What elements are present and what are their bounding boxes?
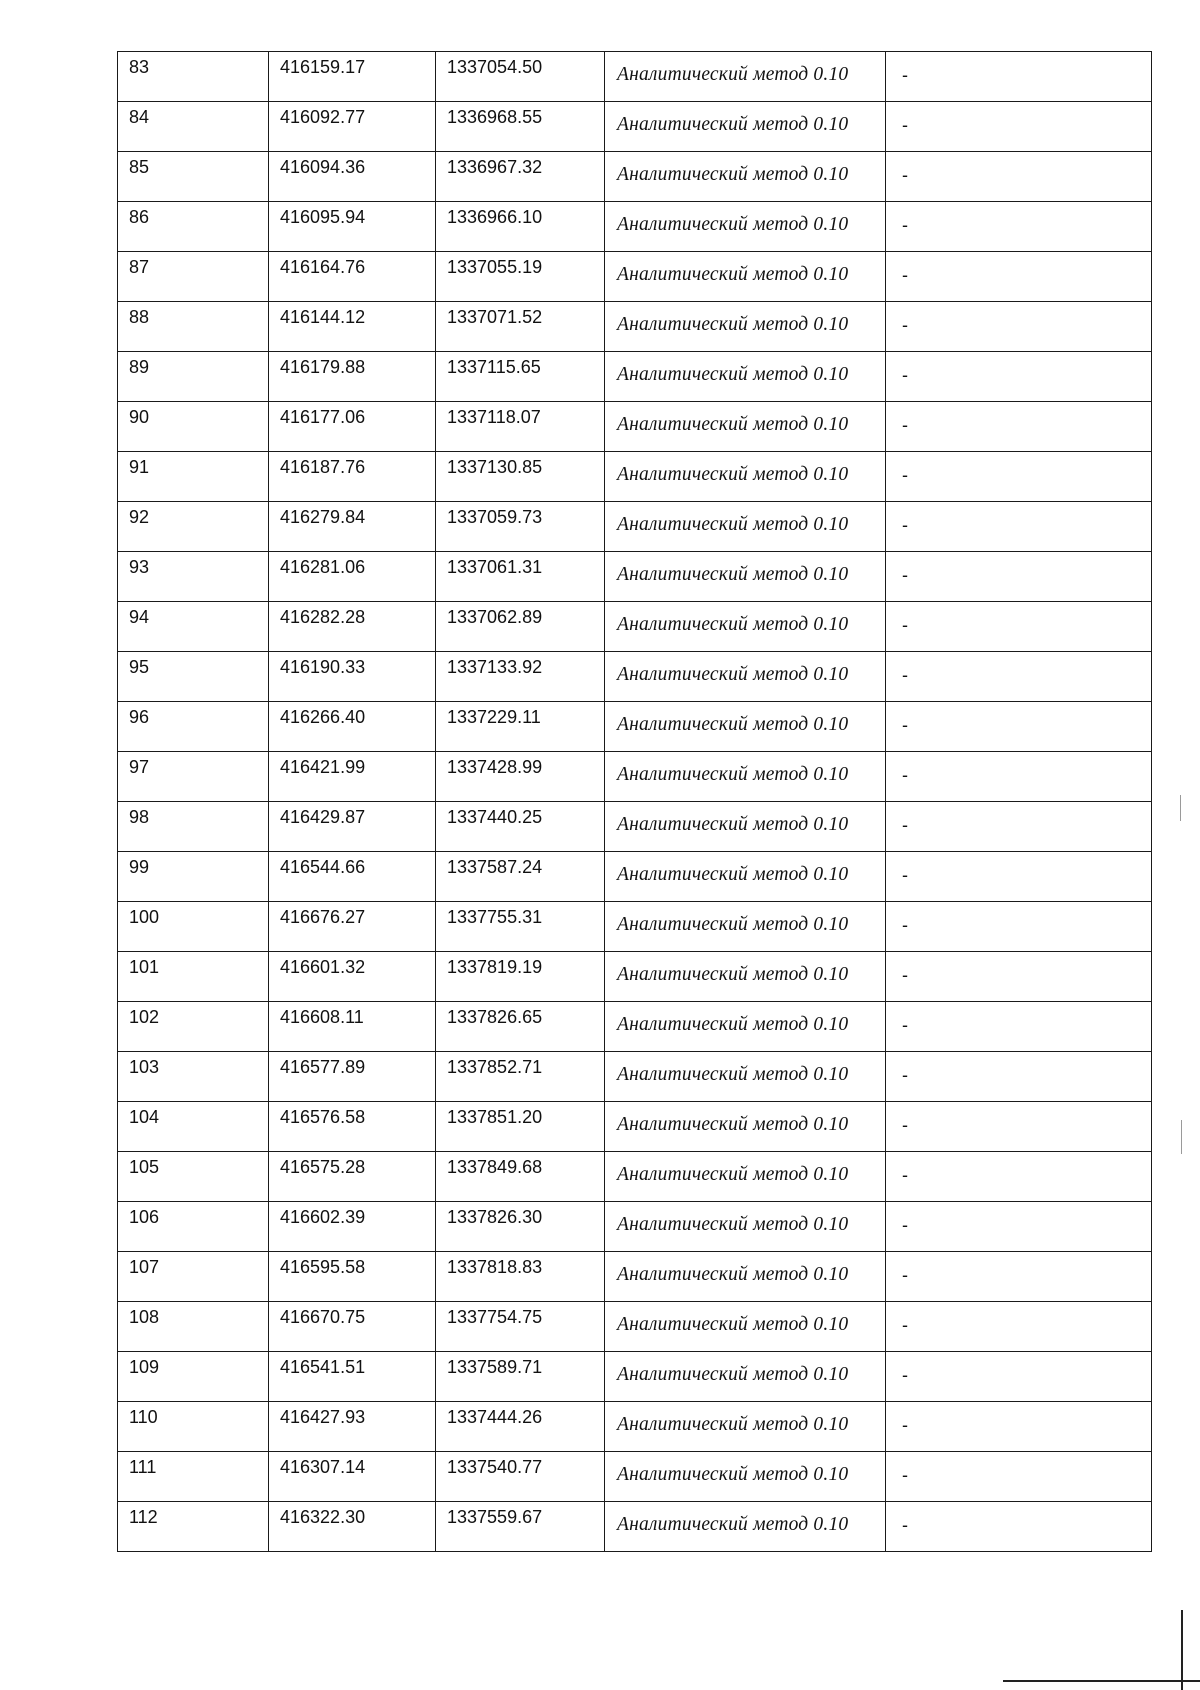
y-coordinate-cell: 1337849.68: [436, 1152, 605, 1202]
method-cell: Аналитический метод 0.10: [605, 1152, 886, 1202]
table-row: [118, 402, 1152, 452]
x-coordinate-cell: 416094.36: [269, 152, 436, 202]
method-cell: Аналитический метод 0.10: [605, 1502, 886, 1552]
y-coordinate-cell: 1337851.20: [436, 1102, 605, 1152]
y-coordinate-cell: 1337054.50: [436, 52, 605, 102]
x-coordinate-cell: 416164.76: [269, 252, 436, 302]
y-coordinate-cell: 1337133.92: [436, 652, 605, 702]
coordinates-table-body: [118, 52, 1152, 1552]
table-row: [118, 1202, 1152, 1252]
y-coordinate-cell: 1337061.31: [436, 552, 605, 602]
point-number-cell: 83: [118, 52, 269, 102]
point-number-cell: 90: [118, 402, 269, 452]
table-row: [118, 1502, 1152, 1552]
table-row: [118, 102, 1152, 152]
table-row: [118, 952, 1152, 1002]
point-number-cell: 89: [118, 352, 269, 402]
table-row: [118, 152, 1152, 202]
note-cell: -: [886, 702, 1152, 752]
method-cell: Аналитический метод 0.10: [605, 1452, 886, 1502]
point-number-cell: 99: [118, 852, 269, 902]
y-coordinate-cell: 1337444.26: [436, 1402, 605, 1452]
x-coordinate-cell: 416575.28: [269, 1152, 436, 1202]
y-coordinate-cell: 1337440.25: [436, 802, 605, 852]
note-cell: -: [886, 552, 1152, 602]
method-cell: Аналитический метод 0.10: [605, 552, 886, 602]
table-row: [118, 1002, 1152, 1052]
note-cell: -: [886, 652, 1152, 702]
table-row: [118, 1052, 1152, 1102]
note-cell: -: [886, 1102, 1152, 1152]
note-cell: -: [886, 102, 1152, 152]
point-number-cell: 108: [118, 1302, 269, 1352]
corner-vertical-line: [1181, 1610, 1183, 1690]
y-coordinate-cell: 1337540.77: [436, 1452, 605, 1502]
x-coordinate-cell: 416307.14: [269, 1452, 436, 1502]
method-cell: Аналитический метод 0.10: [605, 152, 886, 202]
table-row: [118, 52, 1152, 102]
coordinates-table: [117, 51, 1152, 1552]
table-row: [118, 552, 1152, 602]
x-coordinate-cell: 416322.30: [269, 1502, 436, 1552]
note-cell: -: [886, 1252, 1152, 1302]
y-coordinate-cell: 1337059.73: [436, 502, 605, 552]
table-row: [118, 602, 1152, 652]
method-cell: Аналитический метод 0.10: [605, 802, 886, 852]
x-coordinate-cell: 416608.11: [269, 1002, 436, 1052]
point-number-cell: 102: [118, 1002, 269, 1052]
point-number-cell: 91: [118, 452, 269, 502]
method-cell: Аналитический метод 0.10: [605, 1252, 886, 1302]
table-row: [118, 1402, 1152, 1452]
point-number-cell: 110: [118, 1402, 269, 1452]
y-coordinate-cell: 1337062.89: [436, 602, 605, 652]
table-row: [118, 1252, 1152, 1302]
method-cell: Аналитический метод 0.10: [605, 252, 886, 302]
note-cell: -: [886, 152, 1152, 202]
x-coordinate-cell: 416541.51: [269, 1352, 436, 1402]
point-number-cell: 95: [118, 652, 269, 702]
y-coordinate-cell: 1337559.67: [436, 1502, 605, 1552]
note-cell: -: [886, 352, 1152, 402]
note-cell: -: [886, 952, 1152, 1002]
table-row: [118, 1302, 1152, 1352]
note-cell: -: [886, 1202, 1152, 1252]
point-number-cell: 85: [118, 152, 269, 202]
y-coordinate-cell: 1336968.55: [436, 102, 605, 152]
x-coordinate-cell: 416602.39: [269, 1202, 436, 1252]
y-coordinate-cell: 1336967.32: [436, 152, 605, 202]
table-row: [118, 202, 1152, 252]
x-coordinate-cell: 416179.88: [269, 352, 436, 402]
point-number-cell: 93: [118, 552, 269, 602]
point-number-cell: 105: [118, 1152, 269, 1202]
x-coordinate-cell: 416429.87: [269, 802, 436, 852]
point-number-cell: 106: [118, 1202, 269, 1252]
y-coordinate-cell: 1337819.19: [436, 952, 605, 1002]
point-number-cell: 107: [118, 1252, 269, 1302]
y-coordinate-cell: 1337055.19: [436, 252, 605, 302]
point-number-cell: 84: [118, 102, 269, 152]
note-cell: -: [886, 302, 1152, 352]
method-cell: Аналитический метод 0.10: [605, 502, 886, 552]
y-coordinate-cell: 1337118.07: [436, 402, 605, 452]
table-row: [118, 1352, 1152, 1402]
point-number-cell: 87: [118, 252, 269, 302]
x-coordinate-cell: 416595.58: [269, 1252, 436, 1302]
method-cell: Аналитический метод 0.10: [605, 202, 886, 252]
note-cell: -: [886, 1452, 1152, 1502]
point-number-cell: 92: [118, 502, 269, 552]
method-cell: Аналитический метод 0.10: [605, 1052, 886, 1102]
note-cell: -: [886, 1152, 1152, 1202]
method-cell: Аналитический метод 0.10: [605, 52, 886, 102]
point-number-cell: 101: [118, 952, 269, 1002]
y-coordinate-cell: 1337755.31: [436, 902, 605, 952]
point-number-cell: 109: [118, 1352, 269, 1402]
method-cell: Аналитический метод 0.10: [605, 902, 886, 952]
point-number-cell: 103: [118, 1052, 269, 1102]
y-coordinate-cell: 1337428.99: [436, 752, 605, 802]
table-row: [118, 352, 1152, 402]
margin-scan-mark: [1181, 1120, 1182, 1154]
method-cell: Аналитический метод 0.10: [605, 1102, 886, 1152]
y-coordinate-cell: 1337130.85: [436, 452, 605, 502]
table-row: [118, 452, 1152, 502]
table-row: [118, 852, 1152, 902]
point-number-cell: 112: [118, 1502, 269, 1552]
x-coordinate-cell: 416544.66: [269, 852, 436, 902]
x-coordinate-cell: 416279.84: [269, 502, 436, 552]
point-number-cell: 96: [118, 702, 269, 752]
method-cell: Аналитический метод 0.10: [605, 402, 886, 452]
y-coordinate-cell: 1337115.65: [436, 352, 605, 402]
method-cell: Аналитический метод 0.10: [605, 1202, 886, 1252]
table-row: [118, 1152, 1152, 1202]
table-row: [118, 752, 1152, 802]
method-cell: Аналитический метод 0.10: [605, 752, 886, 802]
note-cell: -: [886, 402, 1152, 452]
point-number-cell: 97: [118, 752, 269, 802]
table-row: [118, 702, 1152, 752]
corner-horizontal-line: [1003, 1680, 1200, 1682]
note-cell: -: [886, 1402, 1152, 1452]
note-cell: -: [886, 602, 1152, 652]
y-coordinate-cell: 1336966.10: [436, 202, 605, 252]
note-cell: -: [886, 1002, 1152, 1052]
x-coordinate-cell: 416159.17: [269, 52, 436, 102]
method-cell: Аналитический метод 0.10: [605, 102, 886, 152]
method-cell: Аналитический метод 0.10: [605, 702, 886, 752]
x-coordinate-cell: 416187.76: [269, 452, 436, 502]
y-coordinate-cell: 1337587.24: [436, 852, 605, 902]
table-row: [118, 302, 1152, 352]
method-cell: Аналитический метод 0.10: [605, 1302, 886, 1352]
point-number-cell: 94: [118, 602, 269, 652]
x-coordinate-cell: 416427.93: [269, 1402, 436, 1452]
x-coordinate-cell: 416421.99: [269, 752, 436, 802]
table-row: [118, 652, 1152, 702]
x-coordinate-cell: 416281.06: [269, 552, 436, 602]
y-coordinate-cell: 1337852.71: [436, 1052, 605, 1102]
y-coordinate-cell: 1337229.11: [436, 702, 605, 752]
point-number-cell: 88: [118, 302, 269, 352]
method-cell: Аналитический метод 0.10: [605, 952, 886, 1002]
note-cell: -: [886, 852, 1152, 902]
point-number-cell: 111: [118, 1452, 269, 1502]
note-cell: -: [886, 252, 1152, 302]
note-cell: -: [886, 1502, 1152, 1552]
x-coordinate-cell: 416576.58: [269, 1102, 436, 1152]
x-coordinate-cell: 416670.75: [269, 1302, 436, 1352]
method-cell: Аналитический метод 0.10: [605, 1402, 886, 1452]
table-row: [118, 1452, 1152, 1502]
note-cell: -: [886, 202, 1152, 252]
x-coordinate-cell: 416092.77: [269, 102, 436, 152]
method-cell: Аналитический метод 0.10: [605, 852, 886, 902]
table-row: [118, 502, 1152, 552]
table-row: [118, 252, 1152, 302]
note-cell: -: [886, 902, 1152, 952]
x-coordinate-cell: 416190.33: [269, 652, 436, 702]
y-coordinate-cell: 1337589.71: [436, 1352, 605, 1402]
method-cell: Аналитический метод 0.10: [605, 452, 886, 502]
point-number-cell: 104: [118, 1102, 269, 1152]
note-cell: -: [886, 502, 1152, 552]
method-cell: Аналитический метод 0.10: [605, 602, 886, 652]
method-cell: Аналитический метод 0.10: [605, 302, 886, 352]
x-coordinate-cell: 416144.12: [269, 302, 436, 352]
note-cell: -: [886, 802, 1152, 852]
x-coordinate-cell: 416676.27: [269, 902, 436, 952]
x-coordinate-cell: 416282.28: [269, 602, 436, 652]
x-coordinate-cell: 416601.32: [269, 952, 436, 1002]
y-coordinate-cell: 1337826.65: [436, 1002, 605, 1052]
x-coordinate-cell: 416266.40: [269, 702, 436, 752]
point-number-cell: 100: [118, 902, 269, 952]
margin-scan-mark: [1180, 795, 1181, 821]
y-coordinate-cell: 1337071.52: [436, 302, 605, 352]
note-cell: -: [886, 1052, 1152, 1102]
note-cell: -: [886, 752, 1152, 802]
x-coordinate-cell: 416577.89: [269, 1052, 436, 1102]
y-coordinate-cell: 1337818.83: [436, 1252, 605, 1302]
method-cell: Аналитический метод 0.10: [605, 652, 886, 702]
point-number-cell: 98: [118, 802, 269, 852]
x-coordinate-cell: 416095.94: [269, 202, 436, 252]
note-cell: -: [886, 452, 1152, 502]
table-row: [118, 1102, 1152, 1152]
note-cell: -: [886, 1302, 1152, 1352]
y-coordinate-cell: 1337754.75: [436, 1302, 605, 1352]
table-row: [118, 902, 1152, 952]
x-coordinate-cell: 416177.06: [269, 402, 436, 452]
point-number-cell: 86: [118, 202, 269, 252]
method-cell: Аналитический метод 0.10: [605, 1002, 886, 1052]
table-row: [118, 802, 1152, 852]
y-coordinate-cell: 1337826.30: [436, 1202, 605, 1252]
note-cell: -: [886, 1352, 1152, 1402]
note-cell: -: [886, 52, 1152, 102]
method-cell: Аналитический метод 0.10: [605, 352, 886, 402]
method-cell: Аналитический метод 0.10: [605, 1352, 886, 1402]
